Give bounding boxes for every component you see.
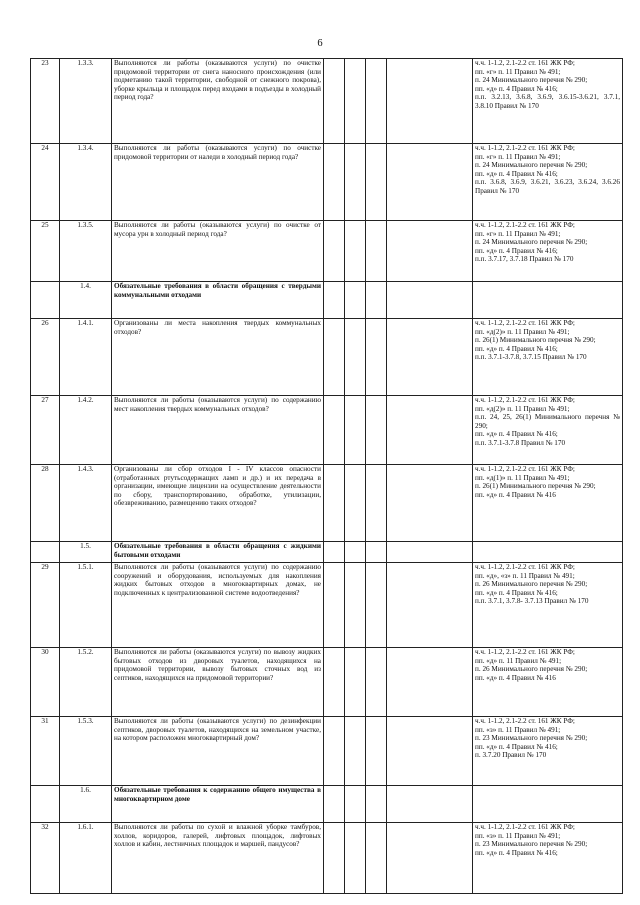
section-title: Обязательные требования к содержанию общего имущества в многоквартирном доме: [112, 786, 324, 823]
legal-basis-line: п. 26 Минимального перечня № 290;: [475, 580, 588, 588]
legal-basis-line: п.п. 3.7.1-3.7.8, 3.7.15 Правил № 170: [475, 353, 587, 361]
legal-basis-line: ч.ч. 1-1.2, 2.1-2.2 ст. 161 ЖК РФ;: [475, 717, 575, 725]
answer-na-cell: [366, 648, 387, 717]
answer-yes-cell: [324, 396, 345, 465]
answer-no-cell: [345, 221, 366, 282]
section-row: [31, 282, 623, 319]
answer-no-cell: [345, 648, 366, 717]
legal-basis: [473, 823, 623, 894]
remarks-cell: [387, 282, 473, 319]
legal-basis-line: пп. «з» п. 11 Правил № 491;: [475, 725, 561, 734]
checklist-row: [31, 563, 623, 648]
row-number: 25: [31, 221, 60, 282]
requirement-code: 1.4.1.: [60, 319, 112, 396]
checklist-row: [31, 319, 623, 396]
legal-basis-line: пп. «д» п. 4 Правил № 416;: [475, 246, 558, 255]
legal-basis-line: п.п. 24, 25, 26(1) Минимального перечня № 290;: [475, 413, 620, 430]
legal-basis-line: пп. «д» п. 4 Правил № 416: [475, 673, 556, 682]
legal-basis-line: пп. «д» п. 4 Правил № 416;: [475, 169, 558, 178]
requirement-question: Выполняются ли работы (оказываются услуги) по содержанию сооружений и оборудования, используемых для накопления жидких бытовых отходов в многоквартирных домах, не подключенных к централизованной системе водоотведения?: [112, 563, 324, 648]
legal-basis: [473, 648, 623, 717]
legal-basis: [473, 396, 623, 465]
row-number: [31, 786, 60, 823]
checklist-row: [31, 396, 623, 465]
checklist-row: [31, 717, 623, 786]
checklist-row: [31, 823, 623, 894]
row-number: [31, 282, 60, 319]
page-number: 6: [317, 38, 323, 49]
answer-yes-cell: [324, 465, 345, 542]
section-title: Обязательные требования в области обращения с жидкими бытовыми отходами: [112, 542, 324, 563]
legal-basis-line: п.п. 3.7.1-3.7.8 Правил № 170: [475, 438, 566, 447]
legal-basis: [473, 59, 623, 144]
requirement-code: 1.5.2.: [60, 648, 112, 717]
remarks-cell: [387, 319, 473, 396]
requirement-question: Выполняются ли работы (оказываются услуги) по очистке придомовой территории от снега наносного происхождения (или подметанию такой территории, свободной от снежного покрова), уборке крыльца и площадок перед входами в подъезды в холодный период года?: [112, 59, 324, 144]
answer-yes-cell: [324, 717, 345, 786]
remarks-cell: [387, 717, 473, 786]
section-title: Обязательные требования в области обращения с твердыми коммунальными отходами: [112, 282, 324, 319]
checklist-row: [31, 648, 623, 717]
legal-basis-line: пп. «д» п. 4 Правил № 416;: [475, 430, 558, 438]
answer-yes-cell: [324, 221, 345, 282]
legal-basis-line: ч.ч. 1-1.2, 2.1-2.2 ст. 161 ЖК РФ;: [475, 144, 575, 152]
row-number: 30: [31, 648, 60, 717]
answer-na-cell: [366, 563, 387, 648]
answer-na-cell: [366, 221, 387, 282]
legal-basis-line: п. 26 Минимального перечня № 290;: [475, 665, 588, 673]
requirement-code: 1.3.5.: [60, 221, 112, 282]
remarks-cell: [387, 786, 473, 823]
row-number: 32: [31, 823, 60, 894]
row-number: 28: [31, 465, 60, 542]
legal-basis: [473, 465, 623, 542]
answer-no-cell: [345, 465, 366, 542]
legal-basis-line: п. 24 Минимального перечня № 290;: [475, 238, 588, 246]
legal-basis-line: пп. «д(1)» п. 11 Правил № 491;: [475, 473, 570, 482]
remarks-cell: [387, 563, 473, 648]
requirement-question: Организованы ли места накопления твердых коммунальных отходов?: [112, 319, 324, 396]
legal-basis: [473, 319, 623, 396]
requirement-code: 1.4.2.: [60, 396, 112, 465]
legal-basis-line: ч.ч. 1-1.2, 2.1-2.2 ст. 161 ЖК РФ;: [475, 221, 575, 229]
legal-basis-line: пп. «д» п. 11 Правил № 491;: [475, 656, 562, 665]
section-row: [31, 786, 623, 823]
remarks-cell: [387, 823, 473, 894]
answer-yes-cell: [324, 563, 345, 648]
legal-basis-line: пп. «г» п. 11 Правил № 491;: [475, 229, 561, 238]
legal-basis: [473, 717, 623, 786]
legal-basis-line: пп. «д», «з» п. 11 Правил № 491;: [475, 571, 575, 580]
row-number: 26: [31, 319, 60, 396]
requirement-question: Выполняются ли работы (оказываются услуги) по вывозу жидких бытовых отходов из дворовых туалетов, находящихся на придомовой территории, вывозу бытовых сточных вод из септиков, находящихся на придомовой территории?: [112, 648, 324, 717]
row-number: 23: [31, 59, 60, 144]
checklist-table: [30, 58, 623, 894]
answer-no-cell: [345, 542, 366, 563]
answer-yes-cell: [324, 319, 345, 396]
legal-basis-line: п. 23 Минимального перечня № 290;: [475, 840, 588, 848]
answer-na-cell: [366, 717, 387, 786]
legal-basis-line: пп. «д» п. 4 Правил № 416;: [475, 344, 558, 353]
legal-basis: [473, 221, 623, 282]
requirement-code: 1.4.3.: [60, 465, 112, 542]
legal-basis-line: пп. «г» п. 11 Правил № 491;: [475, 67, 561, 76]
remarks-cell: [387, 221, 473, 282]
requirement-question: Выполняются ли работы (оказываются услуги) по очистке придомовой территории от наледи в холодный период года?: [112, 144, 324, 221]
row-number: [31, 542, 60, 563]
legal-basis-line: ч.ч. 1-1.2, 2.1-2.2 ст. 161 ЖК РФ;: [475, 648, 575, 656]
legal-basis-line: ч.ч. 1-1.2, 2.1-2.2 ст. 161 ЖК РФ;: [475, 465, 575, 473]
legal-basis-line: пп. «з» п. 11 Правил № 491;: [475, 831, 561, 840]
answer-yes-cell: [324, 648, 345, 717]
requirement-code: 1.5.1.: [60, 563, 112, 648]
answer-na-cell: [366, 59, 387, 144]
answer-no-cell: [345, 786, 366, 823]
remarks-cell: [387, 542, 473, 563]
legal-basis-line: п. 23 Минимального перечня № 290;: [475, 734, 588, 742]
answer-yes-cell: [324, 786, 345, 823]
requirement-code: 1.5.3.: [60, 717, 112, 786]
legal-basis-line: п. 26(1) Минимального перечня № 290;: [475, 336, 596, 344]
legal-basis-line: пп. «г» п. 11 Правил № 491;: [475, 152, 561, 161]
legal-basis-line: ч.ч. 1-1.2, 2.1-2.2 ст. 161 ЖК РФ;: [475, 563, 575, 571]
answer-yes-cell: [324, 823, 345, 894]
legal-basis-line: п. 24 Минимального перечня № 290;: [475, 161, 588, 169]
requirement-code: 1.3.4.: [60, 144, 112, 221]
legal-basis-line: пп. «д» п. 4 Правил № 416;: [475, 848, 558, 857]
answer-yes-cell: [324, 59, 345, 144]
answer-no-cell: [345, 396, 366, 465]
checklist-row: [31, 59, 623, 144]
row-number: 27: [31, 396, 60, 465]
legal-basis-line: п. 26(1) Минимального перечня № 290;: [475, 482, 596, 490]
answer-no-cell: [345, 563, 366, 648]
legal-basis-line: пп. «д(2)» п. 11 Правил № 491;: [475, 404, 570, 413]
legal-basis-line: п.п. 3.7.1, 3.7.8- 3.7.13 Правил № 170: [475, 597, 589, 605]
answer-na-cell: [366, 786, 387, 823]
legal-basis-line: пп. «д» п. 4 Правил № 416;: [475, 742, 558, 751]
legal-basis: [473, 563, 623, 648]
requirement-code: 1.6.: [60, 786, 112, 823]
requirement-question: Выполняются ли работы (оказываются услуги) по содержанию мест накопления твердых коммунальных отходов?: [112, 396, 324, 465]
legal-basis-line: п.п. 3.6.8, 3.6.9, 3.6.21, 3.6.23, 3.6.24, 3.6.26 Правил № 170: [475, 178, 620, 195]
legal-basis-line: п. 24 Минимального перечня № 290;: [475, 76, 588, 84]
row-number: 29: [31, 563, 60, 648]
legal-basis-line: п. 3.7.20 Правил № 170: [475, 751, 547, 759]
answer-na-cell: [366, 319, 387, 396]
legal-basis: [473, 786, 623, 823]
requirement-question: Организованы ли сбор отходов I - IV классов опасности (отработанных ртутьсодержащих ламп и др.) и их передача в организации, имеющие лицензии на осуществление деятельности по сбору, транспортированию, обработке, утилизации, обезвреживанию, размещению таких отходов?: [112, 465, 324, 542]
legal-basis-line: ч.ч. 1-1.2, 2.1-2.2 ст. 161 ЖК РФ;: [475, 396, 575, 404]
answer-na-cell: [366, 823, 387, 894]
answer-no-cell: [345, 282, 366, 319]
legal-basis-line: ч.ч. 1-1.2, 2.1-2.2 ст. 161 ЖК РФ;: [475, 319, 575, 327]
requirement-question: Выполняются ли работы по сухой и влажной уборке тамбуров, холлов, коридоров, галерей, лифтовых площадок, лифтовых холлов и кабин, лестничных площадок и маршей, пандусов?: [112, 823, 324, 894]
checklist-row: [31, 465, 623, 542]
requirement-code: 1.5.: [60, 542, 112, 563]
legal-basis-line: п.п. 3.7.17, 3.7.18 Правил № 170: [475, 255, 574, 263]
legal-basis-line: пп. «д» п. 4 Правил № 416;: [475, 84, 558, 93]
legal-basis-line: ч.ч. 1-1.2, 2.1-2.2 ст. 161 ЖК РФ;: [475, 823, 575, 831]
checklist-row: [31, 144, 623, 221]
requirement-question: Выполняются ли работы (оказываются услуги) по очистке от мусора урн в холодный период года?: [112, 221, 324, 282]
remarks-cell: [387, 59, 473, 144]
requirement-question: Выполняются ли работы (оказываются услуги) по дезинфекции септиков, дворовых туалетов, находящихся на земельном участке, на котором расположен многоквартирный дом?: [112, 717, 324, 786]
remarks-cell: [387, 465, 473, 542]
answer-no-cell: [345, 59, 366, 144]
answer-na-cell: [366, 542, 387, 563]
answer-no-cell: [345, 144, 366, 221]
legal-basis-line: пп. «д(2)» п. 11 Правил № 491;: [475, 327, 570, 336]
remarks-cell: [387, 396, 473, 465]
requirement-code: 1.6.1.: [60, 823, 112, 894]
checklist-rows: [31, 59, 623, 894]
section-row: [31, 542, 623, 563]
answer-na-cell: [366, 396, 387, 465]
legal-basis-line: ч.ч. 1-1.2, 2.1-2.2 ст. 161 ЖК РФ;: [475, 59, 575, 67]
remarks-cell: [387, 144, 473, 221]
legal-basis: [473, 144, 623, 221]
answer-na-cell: [366, 282, 387, 319]
legal-basis: [473, 542, 623, 563]
answer-na-cell: [366, 465, 387, 542]
row-number: 31: [31, 717, 60, 786]
answer-no-cell: [345, 823, 366, 894]
answer-yes-cell: [324, 144, 345, 221]
checklist-row: [31, 221, 623, 282]
legal-basis-line: п.п. 3.2.13, 3.6.8, 3.6.9, 3.6.15-3.6.21, 3.7.1, 3.8.10 Правил № 170: [475, 93, 620, 110]
requirement-code: 1.3.3.: [60, 59, 112, 144]
answer-yes-cell: [324, 542, 345, 563]
remarks-cell: [387, 648, 473, 717]
row-number: 24: [31, 144, 60, 221]
legal-basis-line: пп. «д» п. 4 Правил № 416;: [475, 588, 558, 597]
answer-no-cell: [345, 319, 366, 396]
answer-na-cell: [366, 144, 387, 221]
answer-no-cell: [345, 717, 366, 786]
answer-yes-cell: [324, 282, 345, 319]
legal-basis: [473, 282, 623, 319]
legal-basis-line: пп. «д» п. 4 Правил № 416: [475, 490, 556, 499]
requirement-code: 1.4.: [60, 282, 112, 319]
